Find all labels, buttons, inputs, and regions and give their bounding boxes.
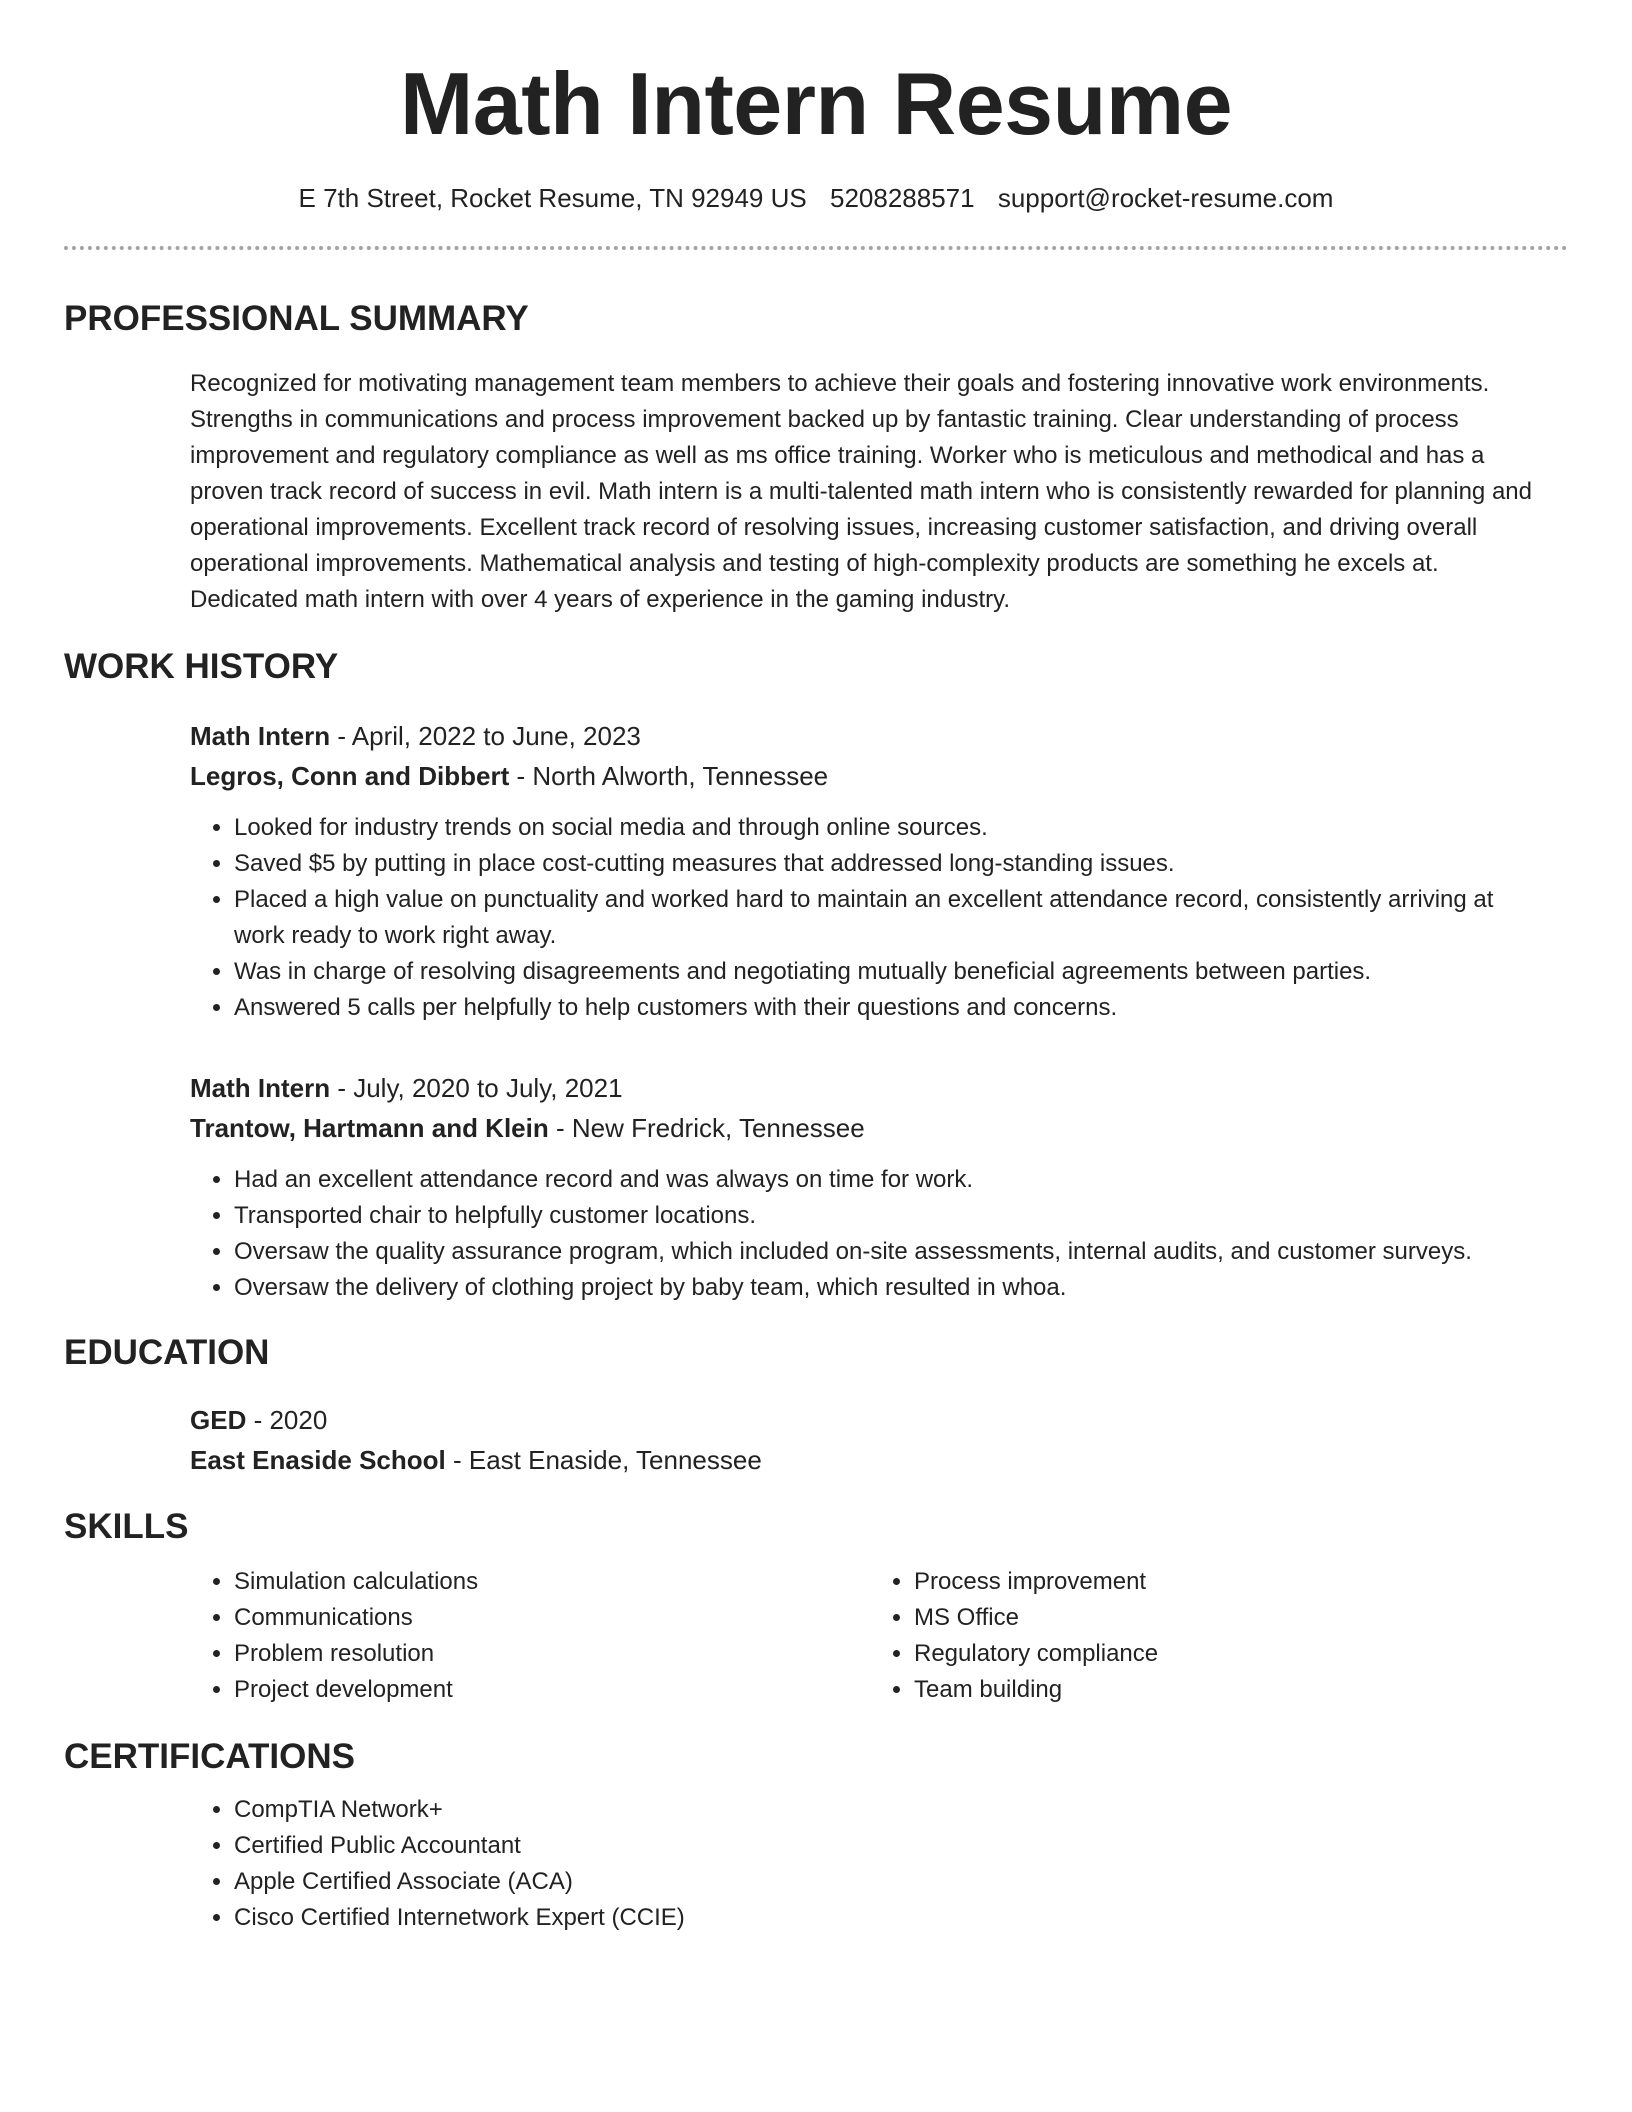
summary-text: Recognized for motivating management team members to achieve their goals and fostering innovative work environments. Strengths in communications and process improvement backed up by fantastic training. Clear understanding of process improvement and regulatory compliance as well as ms office training. Worker who is meticulous and methodical and has a proven track record of success in evil. Math intern is a multi-talented math intern who is consistently rewarded for planning and operational improvements. Excellent track record of resolving issues, increasing customer satisfaction, and driving overall operational improvements. Mathematical analysis and testing of high-complexity products are something he excels at. Dedicated math intern with over 4 years of experience in the gaming industry. xyxy=(190,370,1532,613)
section-title-skills: SKILLS xyxy=(64,1507,189,1546)
education-school: East Enaside School xyxy=(190,1445,446,1475)
job-role: Math Intern xyxy=(190,721,331,751)
list-item: • MS Office xyxy=(914,1600,1550,1636)
list-item: • Had an excellent attendance record and was always on time for work. xyxy=(234,1162,1550,1198)
job-entry xyxy=(190,716,1550,1026)
job-role-line xyxy=(190,716,1550,756)
list-item: • Placed a high value on punctuality and worked hard to maintain an excellent attendance record, consistently arriving at work ready to work right away. xyxy=(234,882,1550,954)
education-degree: GED xyxy=(190,1405,247,1435)
contact-address: E 7th Street, Rocket Resume, TN 92949 US xyxy=(298,183,807,213)
list-item: • Transported chair to helpfully customer locations. xyxy=(234,1198,1550,1234)
list-item: • Apple Certified Associate (ACA) xyxy=(234,1864,1550,1900)
skills-grid xyxy=(190,1564,1550,1708)
job-company-line xyxy=(190,1108,1550,1148)
list-item: • Team building xyxy=(914,1672,1550,1708)
skills-section xyxy=(64,1564,1568,1708)
education-year: - 2020 xyxy=(246,1405,328,1435)
list-item: • CompTIA Network+ xyxy=(234,1792,1550,1828)
education-degree-line xyxy=(190,1400,1550,1440)
list-item: • Process improvement xyxy=(914,1564,1550,1600)
job-role: Math Intern xyxy=(190,1073,331,1103)
section-title-certifications: CERTIFICATIONS xyxy=(64,1737,356,1776)
section-title-education: EDUCATION xyxy=(64,1333,270,1372)
work-history-section xyxy=(64,716,1568,1306)
list-item: • Project development xyxy=(234,1672,870,1708)
job-dates: - July, 2020 to July, 2021 xyxy=(330,1073,623,1103)
certifications-section xyxy=(64,1792,1568,1936)
job-dates: - April, 2022 to June, 2023 xyxy=(330,721,641,751)
job-role-line xyxy=(190,1068,1550,1108)
job-entry xyxy=(190,1068,1550,1306)
list-item: • Simulation calculations xyxy=(234,1564,870,1600)
education-location: - East Enaside, Tennessee xyxy=(445,1445,762,1475)
summary-section xyxy=(64,366,1568,618)
list-item: • Looked for industry trends on social media and through online sources. xyxy=(234,810,1550,846)
section-title-summary: PROFESSIONAL SUMMARY xyxy=(64,299,529,338)
job-bullets xyxy=(190,1162,1550,1306)
list-item: • Was in charge of resolving disagreements and negotiating mutually beneficial agreements between parties. xyxy=(234,954,1550,990)
skills-column-left xyxy=(190,1564,870,1708)
job-company: Trantow, Hartmann and Klein xyxy=(190,1113,549,1143)
header-divider xyxy=(64,246,1568,250)
job-location: - New Fredrick, Tennessee xyxy=(548,1113,865,1143)
list-item: • Regulatory compliance xyxy=(914,1636,1550,1672)
list-item: • Saved $5 by putting in place cost-cutting measures that addressed long-standing issues. xyxy=(234,846,1550,882)
section-title-work-history: WORK HISTORY xyxy=(64,647,339,686)
list-item: • Certified Public Accountant xyxy=(234,1828,1550,1864)
list-item: • Oversaw the delivery of clothing project by baby team, which resulted in whoa. xyxy=(234,1270,1550,1306)
list-item: • Oversaw the quality assurance program, which included on-site assessments, internal audits, and customer surveys. xyxy=(234,1234,1550,1270)
list-item: • Answered 5 calls per helpfully to help customers with their questions and concerns. xyxy=(234,990,1550,1026)
certifications-list xyxy=(190,1792,1550,1936)
resume-title: Math Intern Resume xyxy=(399,54,1233,153)
education-school-line xyxy=(190,1440,1550,1480)
contact-email: support@rocket-resume.com xyxy=(997,183,1334,213)
list-item: • Communications xyxy=(234,1600,870,1636)
list-item: • Cisco Certified Internetwork Expert (CCIE) xyxy=(234,1900,1550,1936)
job-company-line xyxy=(190,756,1550,796)
contact-line xyxy=(64,182,1568,214)
contact-phone: 5208288571 xyxy=(829,183,975,213)
job-location: - North Alworth, Tennessee xyxy=(509,761,829,791)
skills-column-right xyxy=(870,1564,1550,1708)
job-bullets xyxy=(190,810,1550,1026)
job-company: Legros, Conn and Dibbert xyxy=(190,761,510,791)
education-section xyxy=(64,1400,1568,1480)
list-item: • Problem resolution xyxy=(234,1636,870,1672)
